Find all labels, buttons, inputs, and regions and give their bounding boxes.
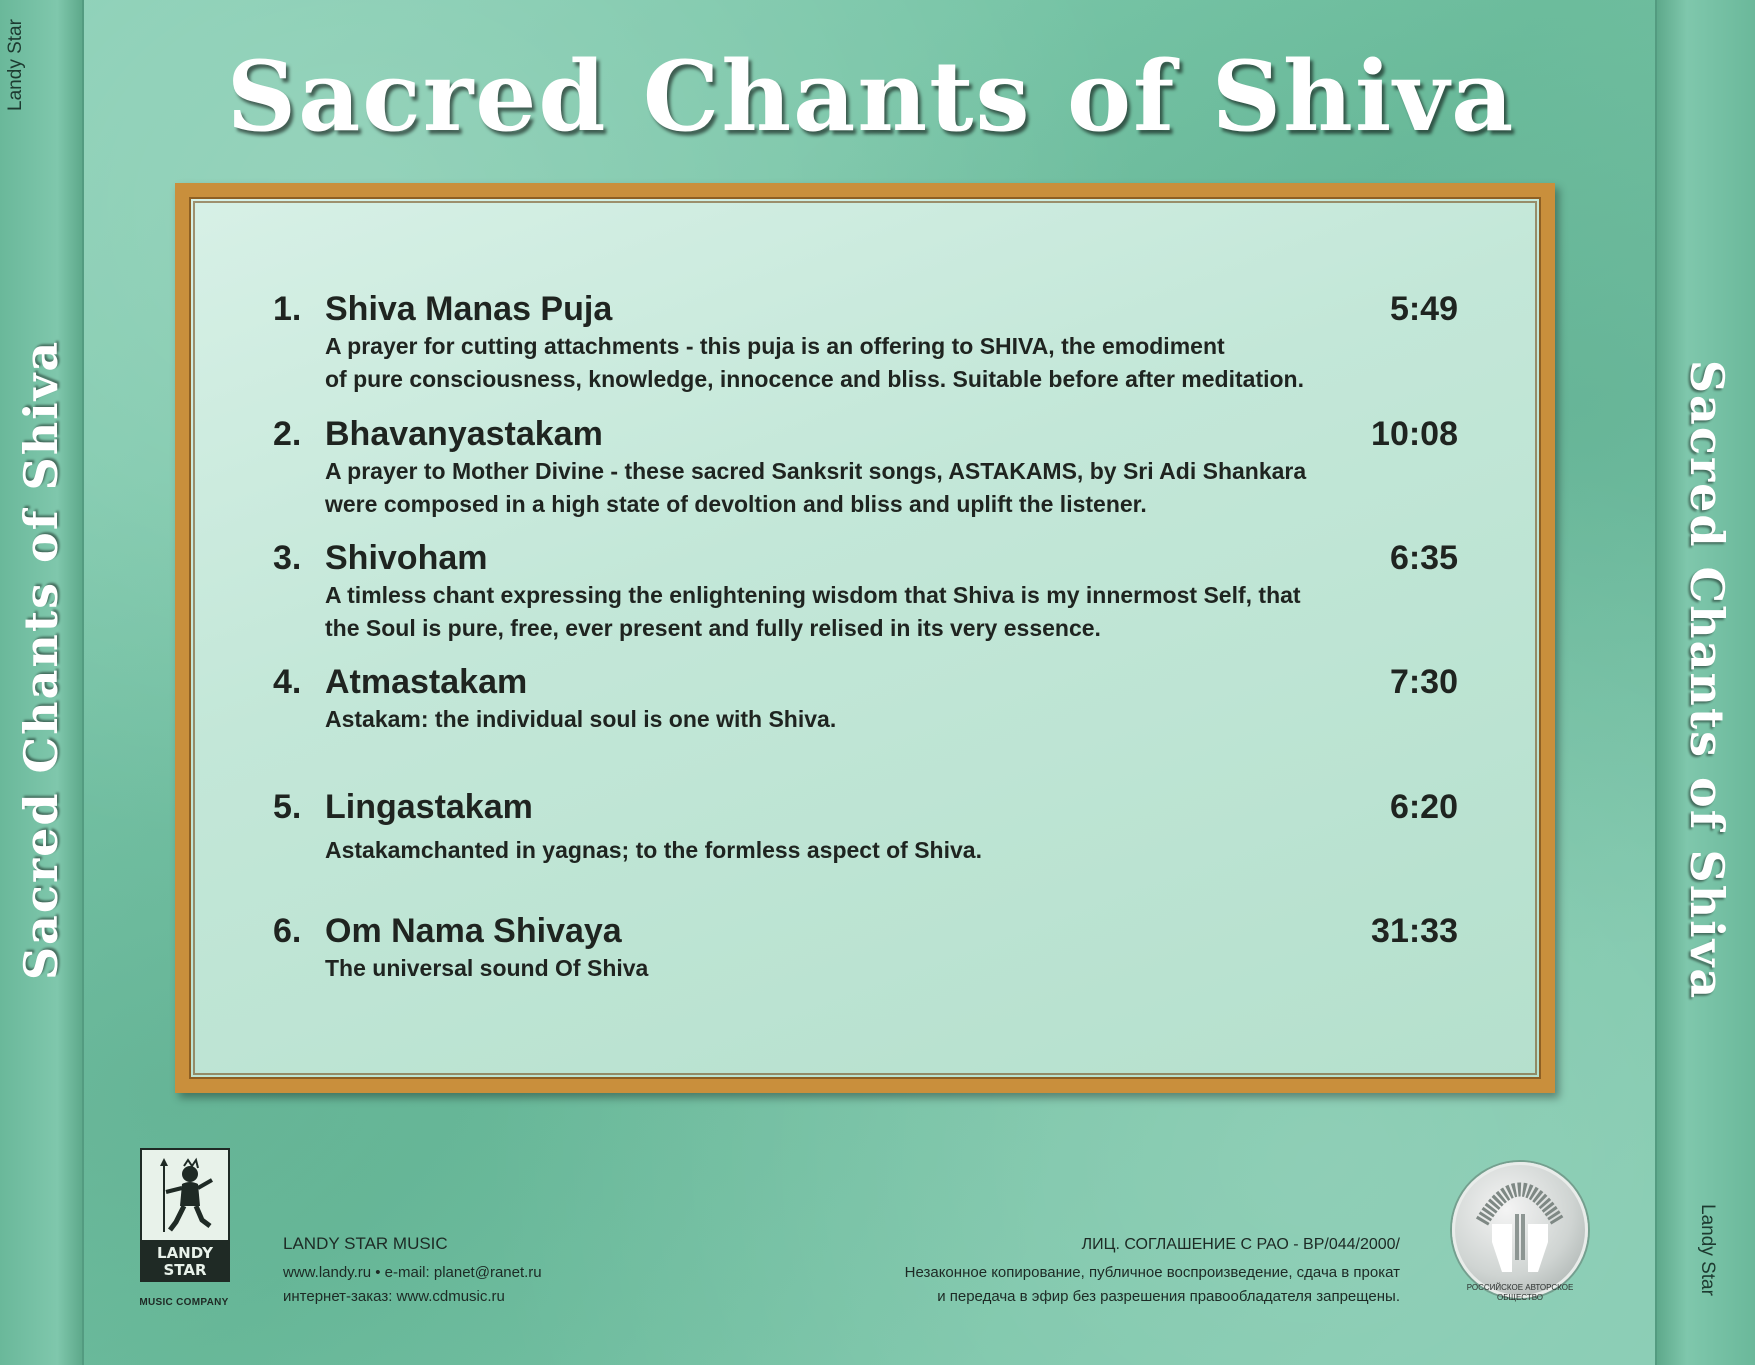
description-line: the Soul is pure, free, ever present and fully relised in its very essence.: [325, 615, 1101, 641]
left-spine-title: Sacred Chants of Shiva: [14, 339, 68, 981]
dancer-icon: [150, 1156, 220, 1236]
rao-logo: [1452, 1162, 1588, 1298]
track-number: 2.: [273, 415, 302, 453]
track-description: [325, 952, 648, 985]
track-title: Lingastakam: [325, 788, 533, 826]
left-spine: [0, 0, 84, 1365]
album-title: Sacred Chants of Shiva: [226, 40, 1516, 153]
track-duration: 7:30: [1389, 663, 1458, 701]
track-duration: 6:20: [1389, 788, 1458, 826]
rao-emblem-icon: [1452, 1162, 1588, 1298]
track-title: Bhavanyastakam: [325, 415, 603, 453]
track-item: [273, 290, 1458, 390]
rao-caption: РОССИЙСКОЕ АВТОРСКОЕ ОБЩЕСТВО: [1466, 1283, 1574, 1302]
track-item: [273, 415, 1458, 515]
description-line: were composed in a high state of devoltion and bliss and uplift the listener.: [325, 491, 1147, 517]
copyright-warning-line2: и передача в эфир без разрешения правообладателя запрещены.: [937, 1288, 1400, 1305]
track-description: [325, 455, 1306, 521]
label-contacts: www.landy.ru • e-mail: planet@ranet.ru: [283, 1264, 542, 1281]
logo-subtitle: MUSIC COMPANY: [139, 1297, 229, 1308]
track-title: Om Nama Shivaya: [325, 912, 622, 950]
right-spine: [1655, 0, 1755, 1365]
track-duration: 31:33: [1371, 912, 1458, 950]
right-spine-title: Sacred Chants of Shiva: [1680, 359, 1734, 1001]
track-item: [273, 663, 1458, 733]
track-number: 1.: [273, 290, 302, 328]
description-line: A timless chant expressing the enlightening wisdom that Shiva is my innermost Self, that: [325, 582, 1301, 608]
description-line: of pure consciousness, knowledge, innocence and bliss. Suitable before after meditation.: [325, 366, 1304, 392]
label-name: LANDY STAR MUSIC: [283, 1234, 448, 1253]
description-line: A prayer to Mother Divine - these sacred Sanksrit songs, ASTAKAMS, by Sri Adi Shankara: [325, 458, 1307, 484]
landy-star-logo: [140, 1148, 230, 1282]
track-description: [325, 834, 982, 867]
description-line: Astakam: the individual soul is one with Shiva.: [325, 706, 837, 732]
track-duration: 5:49: [1389, 290, 1458, 328]
license-text: ЛИЦ. СОГЛАШЕНИЕ С РАО - ВР/044/2000/: [1081, 1236, 1400, 1253]
copyright-warning-line1: Незаконное копирование, публичное воспроизведение, сдача в прокат: [904, 1264, 1400, 1281]
track-number: 6.: [273, 912, 302, 950]
track-number: 4.: [273, 663, 302, 701]
description-line: Astakamchanted in yagnas; to the formless aspect of Shiva.: [325, 837, 982, 863]
track-title: Atmastakam: [325, 663, 528, 701]
description-line: The universal sound Of Shiva: [325, 955, 649, 981]
left-spine-label: Landy Star: [5, 19, 26, 111]
track-description: [325, 579, 1301, 645]
track-item: [273, 912, 1458, 982]
right-spine-label: Landy Star: [1697, 1204, 1718, 1296]
track-item: [273, 539, 1458, 639]
logo-text-star: STAR: [163, 1261, 207, 1279]
track-title: Shivoham: [325, 539, 488, 577]
logo-text-landy: LANDY: [157, 1244, 213, 1262]
track-description: [325, 330, 1304, 396]
track-number: 3.: [273, 539, 302, 577]
track-number: 5.: [273, 788, 302, 826]
track-description: [325, 703, 836, 736]
label-order: интернет-заказ: www.cdmusic.ru: [283, 1288, 505, 1305]
track-title: Shiva Manas Puja: [325, 290, 613, 328]
description-line: A prayer for cutting attachments - this puja is an offering to SHIVA, the emodiment: [325, 333, 1225, 359]
track-duration: 6:35: [1389, 539, 1458, 577]
track-item: [273, 788, 1458, 868]
track-duration: 10:08: [1371, 415, 1458, 453]
